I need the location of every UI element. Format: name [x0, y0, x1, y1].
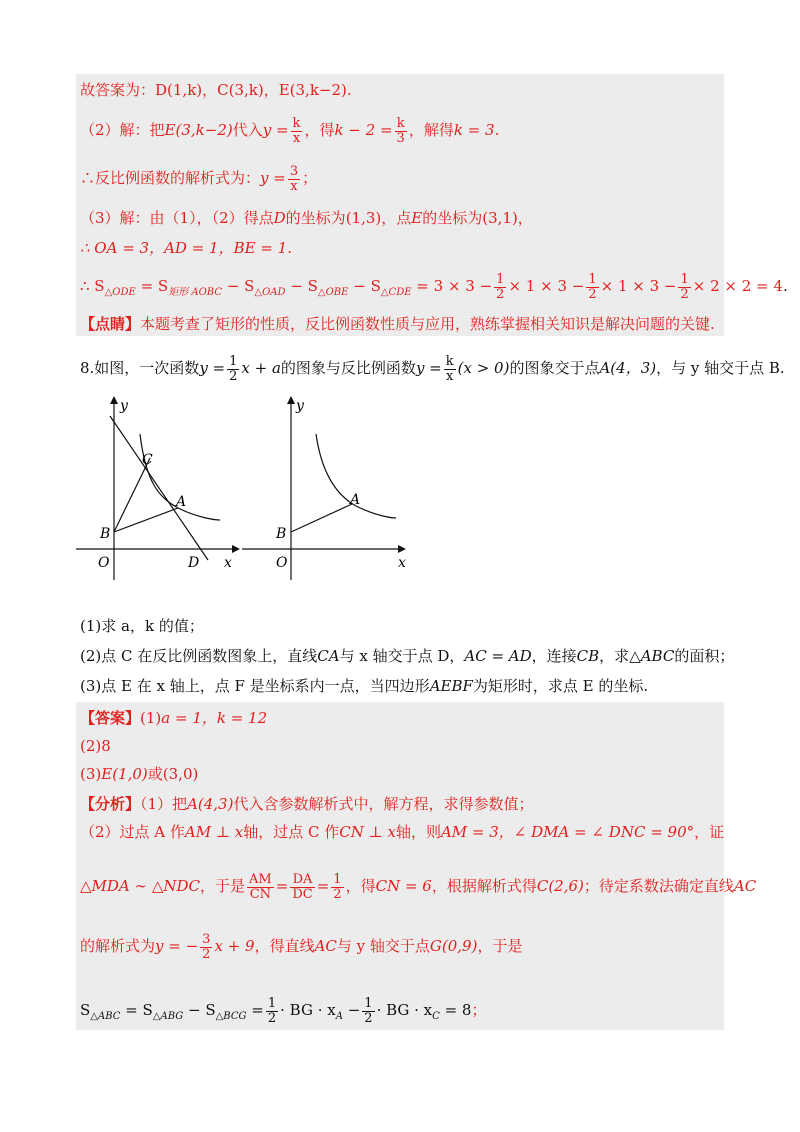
question-part-3: (3)点 E 在 x 轴上，点 F 是坐标系内一点，当四边形AEBF为矩形时，求点 E 的坐标. — [80, 677, 649, 695]
figure-1 — [70, 394, 240, 580]
fraction-k-over-x: $\frac{k}{x}$ — [445, 353, 454, 384]
label-O: O — [98, 555, 110, 571]
fraction-one-half: $\frac{1}{2}$ — [229, 353, 238, 384]
fraction-DA-over-DC: $\frac{DA}{DC}$ — [292, 871, 313, 902]
solution-line-1: 故答案为：D(1,k)，C(3,k)，E(3,k−2). — [80, 81, 352, 99]
figure-2 — [242, 394, 412, 580]
solution-line-5: ∴ OA = 3，AD = 1，BE = 1. — [80, 239, 292, 257]
solution-line-3: ∴反比例函数的解析式为：y = $\frac{3}{x}$ ； — [80, 163, 318, 194]
solution-note: 【点睛】本题考查了矩形的性质，反比例函数性质与应用，熟练掌握相关知识是解决问题的关键. — [80, 315, 715, 333]
solution-line-2: （2）解：把E(3,k−2)代入y = $\frac{k}{x}$ ，得k − 2 = $\frac{k}{3}$ ，解得k = 3. — [80, 115, 500, 146]
label-C: C — [142, 452, 153, 468]
fraction-k-over-x: $\frac{k}{x}$ — [292, 115, 301, 146]
solution-line-6: ∴ $S_{\triangle ODE} = S_{矩形 AOBC} - S_{\triangle OAD} - S_{\triangle OBE} - S_{\triangle CDE} = 3 \times 3$ − $\frac{1}{2}$ × 1 × 3 − $\frac{1}{2}$ × 1 × 3 − $\frac{1}{2}$ × 2 × 2 = 4. — [80, 271, 788, 302]
line-through-A — [110, 416, 208, 560]
label-y: y — [296, 398, 304, 414]
question-part-2: (2)点 C 在反比例函数图象上，直线CA与 x 轴交于点 D，AC = AD，连接CB，求△ABC的面积； — [80, 647, 735, 665]
answer-line-3: (3)E(1,0)或(3,0) — [80, 765, 199, 783]
x-axis-arrow — [232, 545, 240, 553]
y-axis-arrow — [287, 396, 295, 404]
fraction-3-over-2: $\frac{3}{2}$ — [202, 931, 211, 962]
fraction-one-half: $\frac{1}{2}$ — [364, 995, 373, 1026]
fraction-one-half: $\frac{1}{2}$ — [680, 271, 689, 302]
label-O: O — [276, 555, 288, 571]
fraction-one-half: $\frac{1}{2}$ — [267, 995, 277, 1026]
x-axis-arrow — [398, 545, 406, 553]
analysis-line-2: （2）过点 A 作AM ⊥ x轴，过点 C 作CN ⊥ x轴，则AM = 3，∠ DMA = ∠ DNC = 90°，证 — [80, 823, 725, 841]
label-A: A — [176, 494, 187, 510]
fraction-AM-over-CN: $\frac{AM}{CN}$ — [249, 871, 272, 902]
analysis-line-4: 的解析式为y = − $\frac{3}{2}$ x + 9，得直线AC与 y 轴交于点G(0,9)，于是 — [80, 931, 523, 962]
fraction-one-half: $\frac{1}{2}$ — [496, 271, 505, 302]
analysis-line-3: △MDA ∼ △NDC，于是 $\frac{AM}{CN}$ = $\frac{DA}{DC}$ = $\frac{1}{2}$ ，得CN = 6，根据解析式得C(2,6)；待定系数法确定直线AC — [80, 871, 757, 902]
question-part-1: (1)求 a，k 的值； — [80, 617, 204, 635]
label-x: x — [224, 555, 232, 571]
label-y: y — [120, 398, 128, 414]
analysis-line-5: $S_{\triangle ABC} = S_{\triangle ABG} - S_{\triangle BCG}$ = $\frac{1}{2}$ · BG · $x_A$ − $\frac{1}{2}$ · BG · $x_C = 8$； — [80, 995, 487, 1026]
analysis-line-1: 【分析】（1）把A(4,3)代入含参数解析式中，解方程，求得参数值； — [80, 795, 534, 813]
fraction-3-over-x: $\frac{3}{x}$ — [289, 163, 299, 194]
label-D: D — [188, 555, 200, 571]
fraction-k-over-3: $\frac{k}{3}$ — [396, 115, 405, 146]
fraction-one-half: $\frac{1}{2}$ — [588, 271, 597, 302]
solution-line-4: （3）解：由（1），（2）得点D的坐标为(1,3)，点E的坐标为(3,1)， — [80, 209, 533, 227]
y-axis-arrow — [110, 396, 118, 404]
answer-line-1: 【答案】(1)a = 1，k = 12 — [80, 709, 268, 727]
question-stem: 8.如图，一次函数y = $\frac{1}{2}$ x + a的图象与反比例函数y = $\frac{k}{x}$ (x > 0)的图象交于点A(4，3)，与 y 轴交于点 B. — [80, 353, 785, 384]
answer-line-2: (2)8 — [80, 737, 111, 755]
segment-BA — [291, 504, 352, 532]
label-A: A — [350, 492, 361, 508]
fraction-one-half: $\frac{1}{2}$ — [333, 871, 342, 902]
label-B: B — [100, 526, 111, 542]
label-B: B — [276, 526, 287, 542]
label-x: x — [398, 555, 406, 571]
